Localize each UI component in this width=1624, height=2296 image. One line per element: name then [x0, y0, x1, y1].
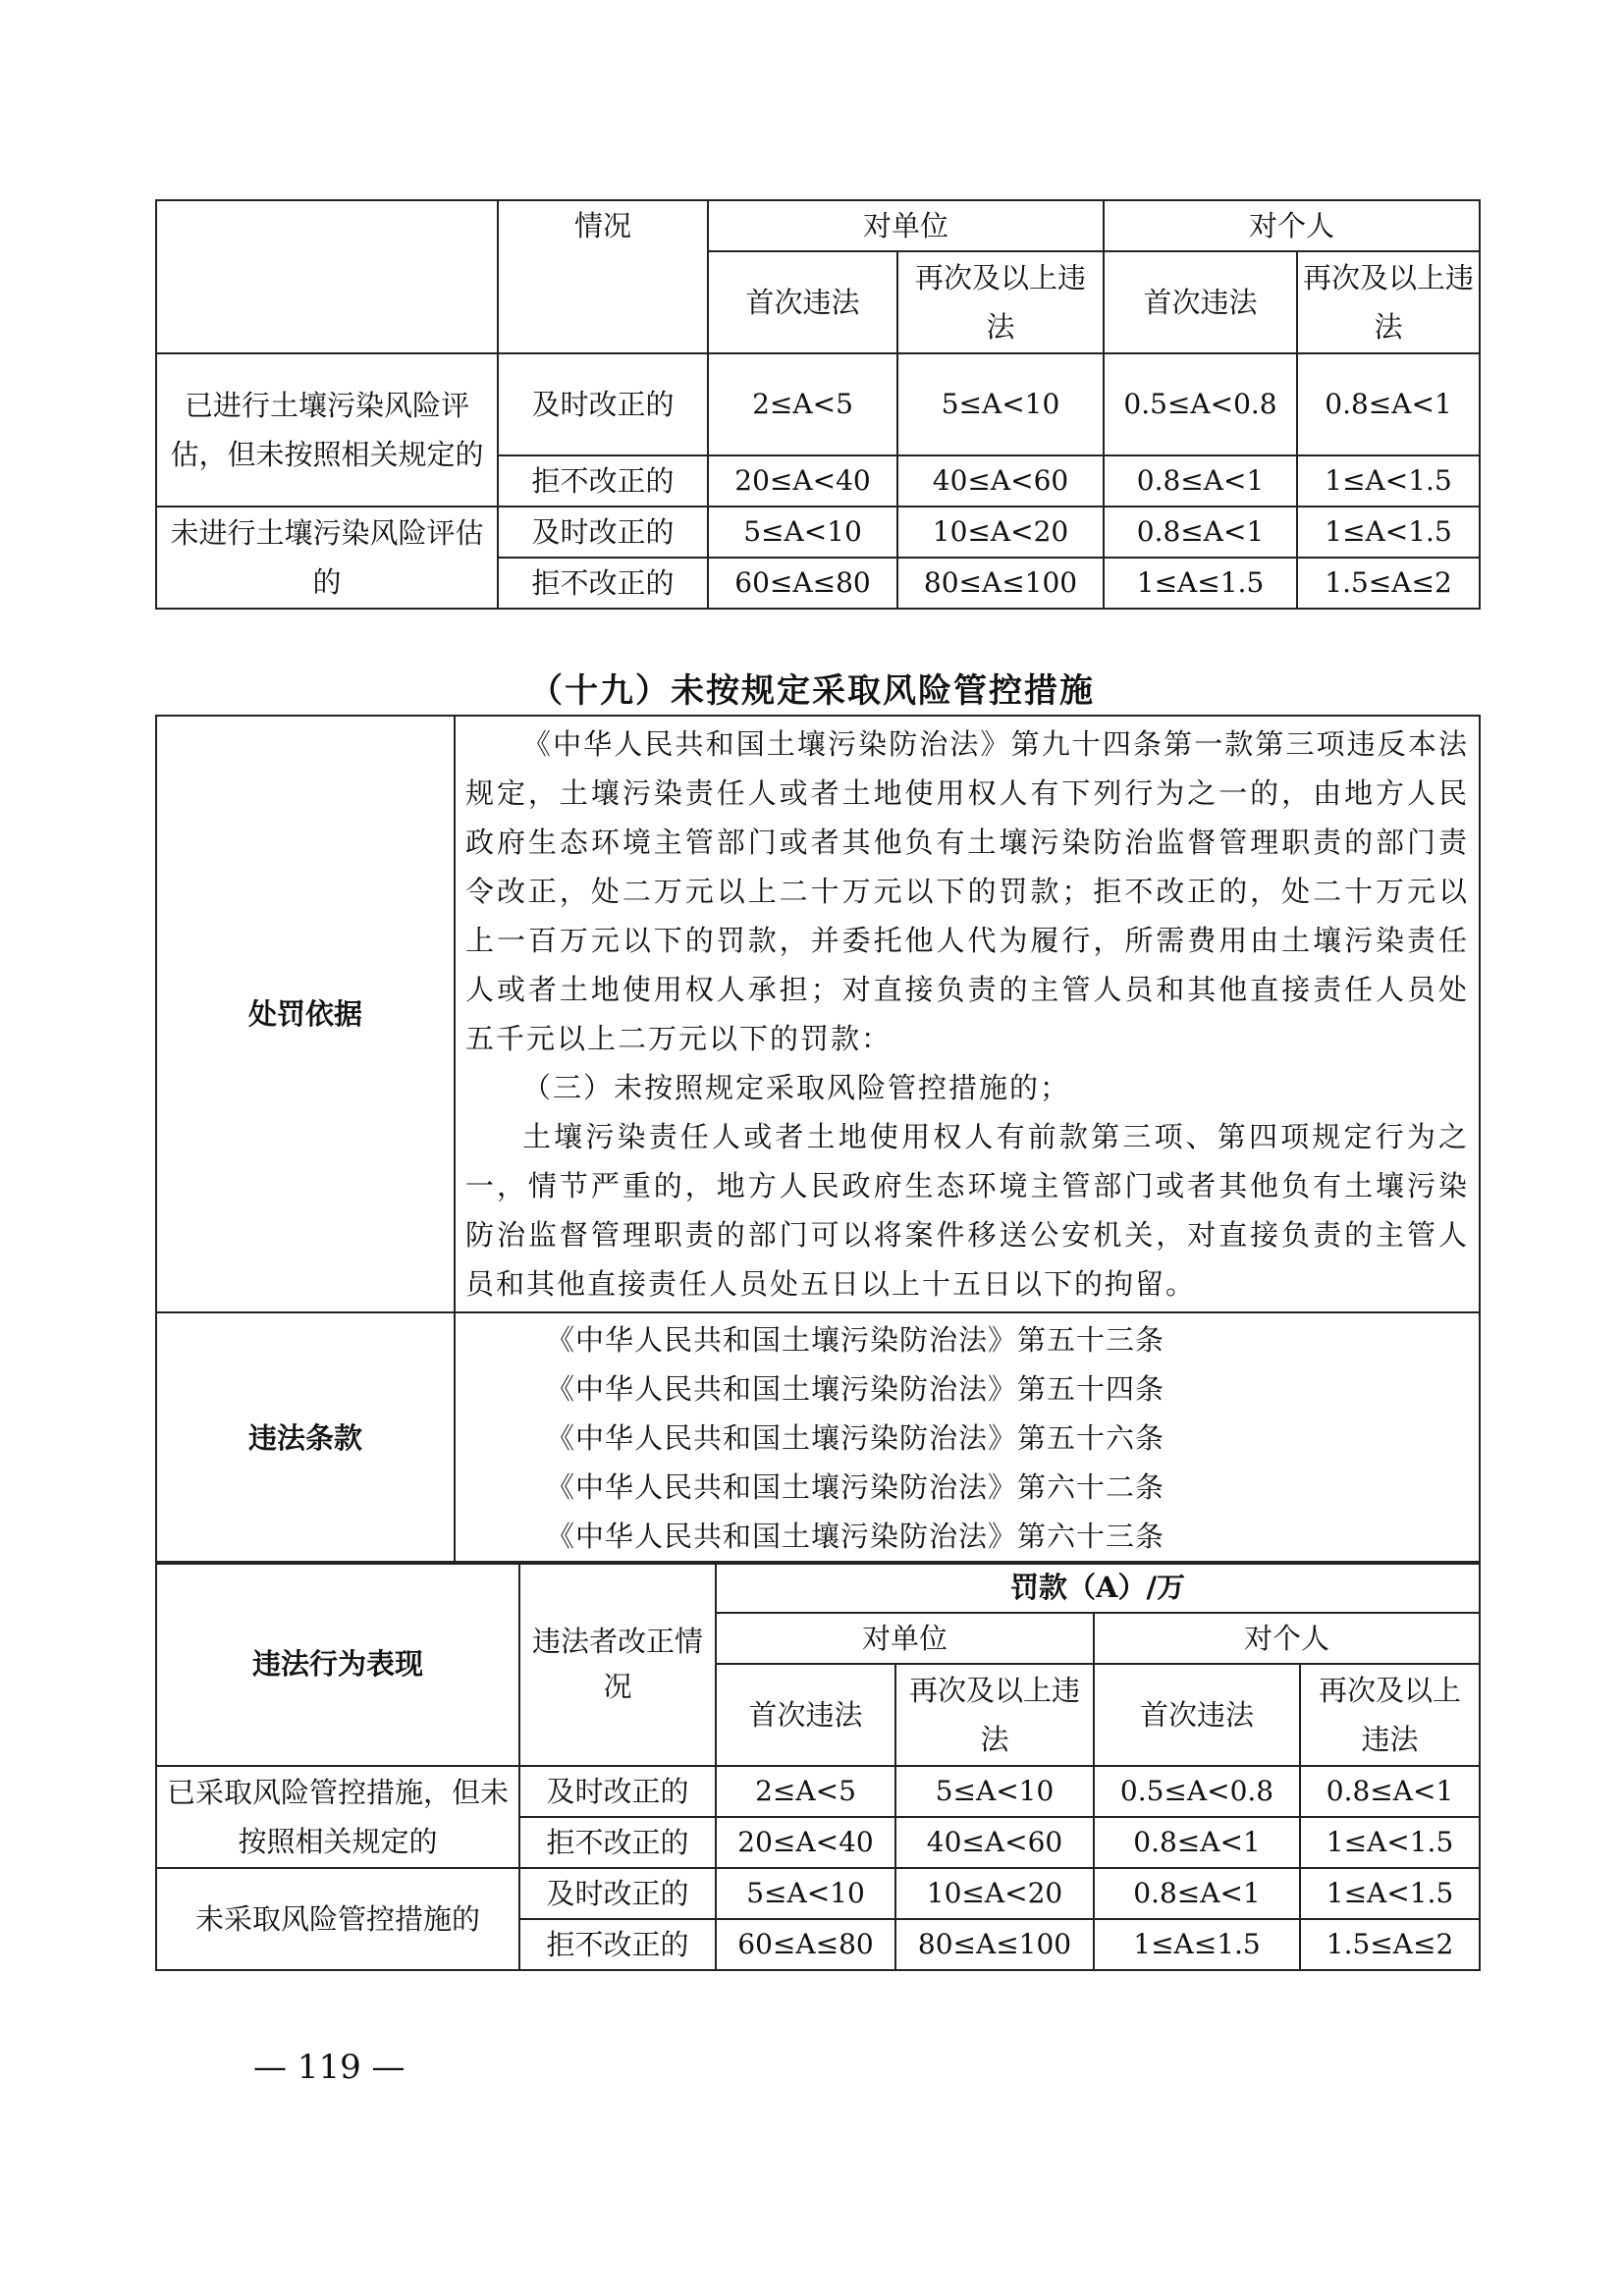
header-person-repeat: 再次及以上违法 — [1300, 1664, 1480, 1766]
section-title: （十九）未按规定采取风险管控措施 — [529, 671, 1095, 711]
correction-case: 拒不改正的 — [519, 1817, 716, 1868]
fine-cell: 5≤A<10 — [708, 507, 897, 558]
fine-table-risk-control — [155, 1561, 1481, 1971]
clause-item: 《中华人民共和国土壤污染防治法》第五十六条 — [546, 1421, 1165, 1455]
basis-paragraph: 《中华人民共和国土壤污染防治法》第九十四条第一款第三项违反本法规定，土壤污染责任人或者土地使用权人有下列行为之一的，由地方人民政府生态环境主管部门或者其他负有土壤污染防治监督管理职责的部门责令改正，处二万元以上二十万元以下的罚款；拒不改正的，处二十万元以上一百万元以下的罚款，并委托他人代为履行，所需费用由土壤污染责任人或者土地使用权人承担；对直接负责的主管人员和其他直接责任人员处五千元以上二万元以下的罚款： — [465, 727, 1469, 1055]
header-to-unit: 对单位 — [708, 200, 1104, 251]
fine-cell: 1≤A<1.5 — [1297, 455, 1480, 507]
header-correction: 违法者改正情况 — [519, 1562, 716, 1766]
header-to-unit: 对单位 — [716, 1613, 1094, 1664]
table-row — [156, 1868, 1480, 1919]
clause-item: 《中华人民共和国土壤污染防治法》第五十四条 — [546, 1372, 1165, 1406]
fine-cell: 40≤A<60 — [895, 1817, 1094, 1868]
fine-cell: 0.8≤A<1 — [1297, 353, 1480, 455]
fine-cell: 2≤A<5 — [716, 1766, 895, 1817]
row-group-label: 未进行土壤污染风险评估的 — [156, 507, 498, 609]
row-group-label: 已采取风险管控措施，但未按照相关规定的 — [156, 1766, 519, 1868]
header-unit-first: 首次违法 — [716, 1664, 895, 1766]
correction-case: 及时改正的 — [498, 353, 708, 455]
fine-cell: 20≤A<40 — [716, 1817, 895, 1868]
correction-case: 及时改正的 — [519, 1868, 716, 1919]
fine-cell: 60≤A≤80 — [716, 1919, 895, 1970]
clause-item: 《中华人民共和国土壤污染防治法》第六十三条 — [546, 1520, 1165, 1553]
fine-cell: 0.5≤A<0.8 — [1094, 1766, 1300, 1817]
header-unit-first: 首次违法 — [708, 251, 897, 353]
clause-item: 《中华人民共和国土壤污染防治法》第六十二条 — [546, 1470, 1165, 1504]
clauses-list — [455, 1312, 1480, 1564]
fine-cell: 1≤A<1.5 — [1300, 1817, 1480, 1868]
fine-cell: 10≤A<20 — [897, 507, 1104, 558]
correction-case: 及时改正的 — [498, 507, 708, 558]
fine-cell: 20≤A<40 — [708, 455, 897, 507]
header-unit-repeat: 再次及以上违法 — [897, 251, 1104, 353]
fine-table-risk-assessment — [155, 199, 1481, 610]
fine-cell: 80≤A≤100 — [897, 558, 1104, 609]
basis-paragraph: （三）未按照规定采取风险管控措施的； — [522, 1071, 1071, 1104]
fine-cell: 0.8≤A<1 — [1094, 1817, 1300, 1868]
header-situation: 情况 — [498, 200, 708, 353]
fine-cell: 0.8≤A<1 — [1094, 1868, 1300, 1919]
fine-cell: 1≤A≤1.5 — [1104, 558, 1297, 609]
header-to-person: 对个人 — [1094, 1613, 1480, 1664]
correction-case: 拒不改正的 — [519, 1919, 716, 1970]
table-row — [156, 1766, 1480, 1817]
row-group-label: 已进行土壤污染风险评估，但未按照相关规定的 — [156, 353, 498, 507]
header-blank-cell — [156, 200, 498, 353]
header-to-person: 对个人 — [1104, 200, 1480, 251]
header-person-first: 首次违法 — [1104, 251, 1297, 353]
correction-case: 及时改正的 — [519, 1766, 716, 1817]
fine-cell: 60≤A≤80 — [708, 558, 897, 609]
clauses-label: 违法条款 — [156, 1312, 455, 1564]
clause-item: 《中华人民共和国土壤污染防治法》第五十三条 — [546, 1323, 1165, 1357]
correction-case: 拒不改正的 — [498, 558, 708, 609]
table-row — [156, 507, 1480, 558]
basis-paragraph: 土壤污染责任人或者土地使用权人有前款第三项、第四项规定行为之一，情节严重的，地方人民政府生态环境主管部门或者其他负有土壤污染防治监督管理职责的部门可以将案件移送公安机关，对直接负责的主管人员和其他直接责任人员处五日以上十五日以下的拘留。 — [465, 1120, 1469, 1301]
table-row — [156, 353, 1480, 455]
fine-cell: 5≤A<10 — [895, 1766, 1094, 1817]
header-person-repeat: 再次及以上违法 — [1297, 251, 1480, 353]
fine-cell: 1≤A<1.5 — [1300, 1868, 1480, 1919]
basis-text — [455, 716, 1480, 1312]
fine-cell: 0.8≤A<1 — [1104, 455, 1297, 507]
fine-cell: 0.5≤A<0.8 — [1104, 353, 1297, 455]
fine-cell: 1.5≤A≤2 — [1297, 558, 1480, 609]
fine-cell: 40≤A<60 — [897, 455, 1104, 507]
fine-cell: 80≤A≤100 — [895, 1919, 1094, 1970]
header-person-first: 首次违法 — [1094, 1664, 1300, 1766]
fine-cell: 10≤A<20 — [895, 1868, 1094, 1919]
row-group-label: 未采取风险管控措施的 — [156, 1868, 519, 1970]
page-number: — 119 — — [253, 2048, 406, 2087]
header-behavior: 违法行为表现 — [156, 1562, 519, 1766]
penalty-basis-table — [155, 715, 1481, 1565]
fine-cell: 0.8≤A<1 — [1104, 507, 1297, 558]
fine-cell: 0.8≤A<1 — [1300, 1766, 1480, 1817]
fine-cell: 1≤A<1.5 — [1297, 507, 1480, 558]
fine-cell: 1≤A≤1.5 — [1094, 1919, 1300, 1970]
correction-case: 拒不改正的 — [498, 455, 708, 507]
fine-cell: 5≤A<10 — [897, 353, 1104, 455]
basis-label: 处罚依据 — [156, 716, 455, 1312]
fine-cell: 5≤A<10 — [716, 1868, 895, 1919]
header-fine: 罚款（A）/万 — [716, 1562, 1480, 1613]
header-unit-repeat: 再次及以上违法 — [895, 1664, 1094, 1766]
fine-cell: 2≤A<5 — [708, 353, 897, 455]
fine-cell: 1.5≤A≤2 — [1300, 1919, 1480, 1970]
